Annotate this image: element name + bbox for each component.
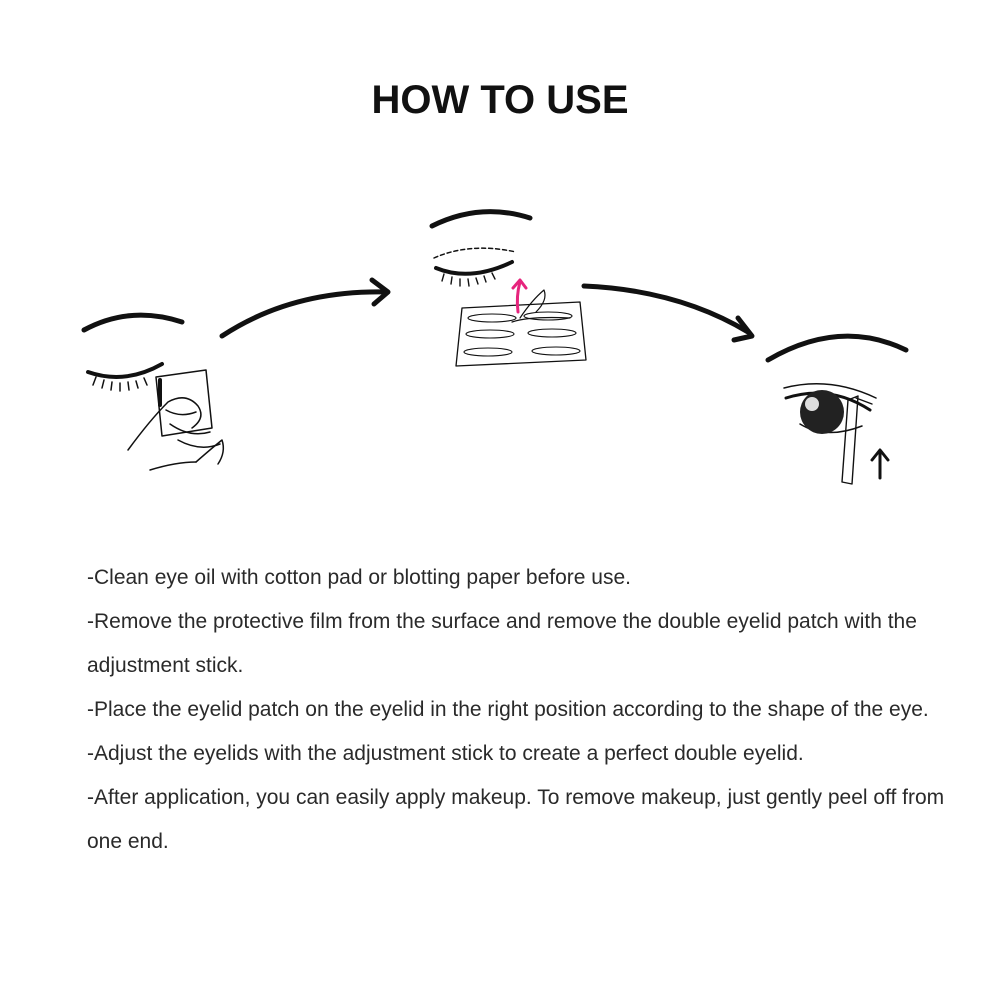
arrow-right-icon	[222, 280, 388, 336]
iris-icon	[800, 390, 844, 434]
closed-eye-cleaning-icon	[84, 315, 223, 470]
instruction-item: -Clean eye oil with cotton pad or blotting paper before use.	[87, 566, 632, 589]
instruction-item: -Place the eyelid patch on the eyelid in the right position according to the shape of the eye.	[87, 698, 929, 721]
arrow-down-right-icon	[584, 286, 752, 340]
page-title: HOW TO USE	[371, 78, 629, 122]
instructions-list	[87, 556, 957, 864]
eyelid-patch-sheet-icon	[432, 212, 586, 366]
lift-arrow-icon	[513, 280, 526, 312]
instruction-item: -Remove the protective film from the surface and remove the double eyelid patch with the adjustment stick.	[87, 610, 917, 677]
instruction-item: -Adjust the eyelids with the adjustment stick to create a perfect double eyelid.	[87, 742, 804, 765]
instruction-item: -After application, you can easily apply makeup. To remove makeup, just gently peel off from one end.	[87, 786, 945, 853]
how-to-use-illustration	[0, 190, 1000, 500]
